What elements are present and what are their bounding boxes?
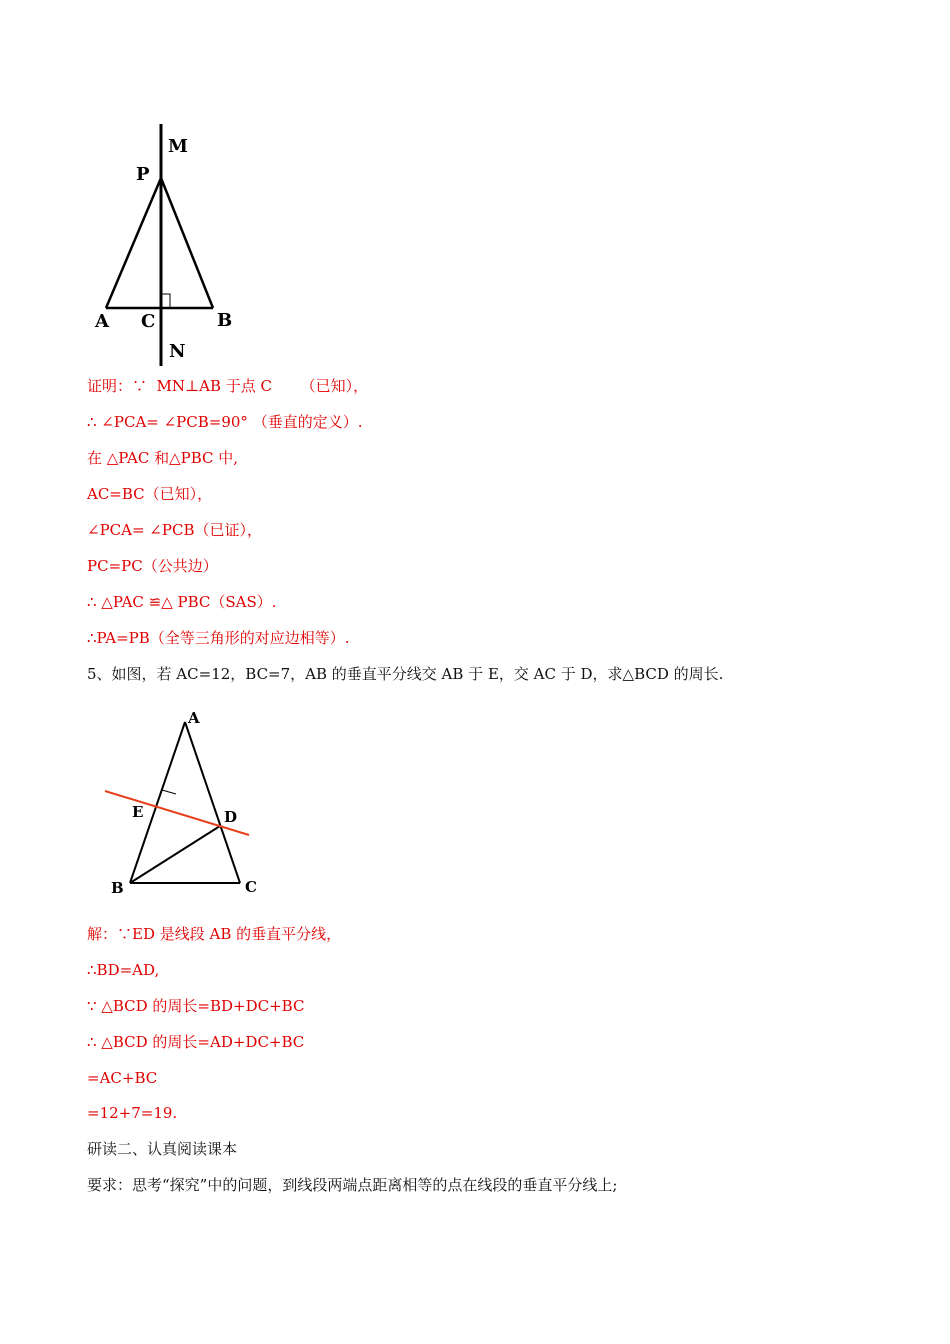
solution-line-2: ∴BD=AD, [87, 961, 160, 979]
label-d: D [224, 808, 238, 826]
label-b: B [111, 879, 124, 897]
label-b: B [217, 310, 233, 331]
proof-line-5: ∠PCA= ∠PCB（已证）， [87, 521, 262, 539]
segment-bd [130, 826, 220, 883]
problem-5-text: 5、如图，若 AC=12，BC=7，AB 的垂直平分线交 AB 于 E，交 AC 于 D，求△BCD 的周长. [87, 665, 724, 683]
solution-line-5: =AC+BC [87, 1069, 158, 1087]
label-c: C [245, 878, 257, 896]
proof-line-4: AC=BC（已知）， [87, 485, 213, 503]
label-e: E [132, 803, 144, 821]
segment-ac [185, 722, 240, 883]
label-p: P [136, 164, 150, 185]
solution-line-3: ∵ △BCD 的周长=BD+DC+BC [87, 997, 305, 1015]
section-requirement: 要求：思考“探究”中的问题，到线段两端点距离相等的点在线段的垂直平分线上; [87, 1176, 618, 1194]
solution-line-6: =12+7=19. [87, 1104, 178, 1122]
proof-line-6: PC=PC（公共边） [87, 557, 218, 575]
segment-pa [106, 178, 161, 308]
label-m: M [168, 136, 188, 157]
label-n: N [169, 341, 186, 362]
figure-perpendicular-bisector [90, 120, 250, 370]
proof-line-2: ∴ ∠PCA= ∠PCB=90° （垂直的定义）. [87, 413, 363, 431]
solution-line-1: 解：∵ED 是线段 AB 的垂直平分线， [87, 925, 342, 943]
label-a: A [188, 709, 200, 727]
proof-line-3: 在 △PAC 和△PBC 中, [87, 449, 239, 467]
proof-line-8: ∴PA=PB（全等三角形的对应边相等）. [87, 629, 350, 647]
figure-triangle-bcd [100, 705, 270, 900]
section-title: 研读二、认真阅读课本 [87, 1140, 238, 1158]
label-a: A [95, 311, 109, 332]
proof-line-1: 证明：∵ MN⊥AB 于点 C （已知）， [87, 377, 369, 395]
right-angle-mark [159, 790, 176, 799]
proof-line-7: ∴ △PAC ≌△ PBC（SAS）. [87, 593, 277, 611]
segment-pb [161, 178, 213, 308]
label-c: C [141, 311, 156, 332]
solution-line-4: ∴ △BCD 的周长=AD+DC+BC [87, 1033, 305, 1051]
